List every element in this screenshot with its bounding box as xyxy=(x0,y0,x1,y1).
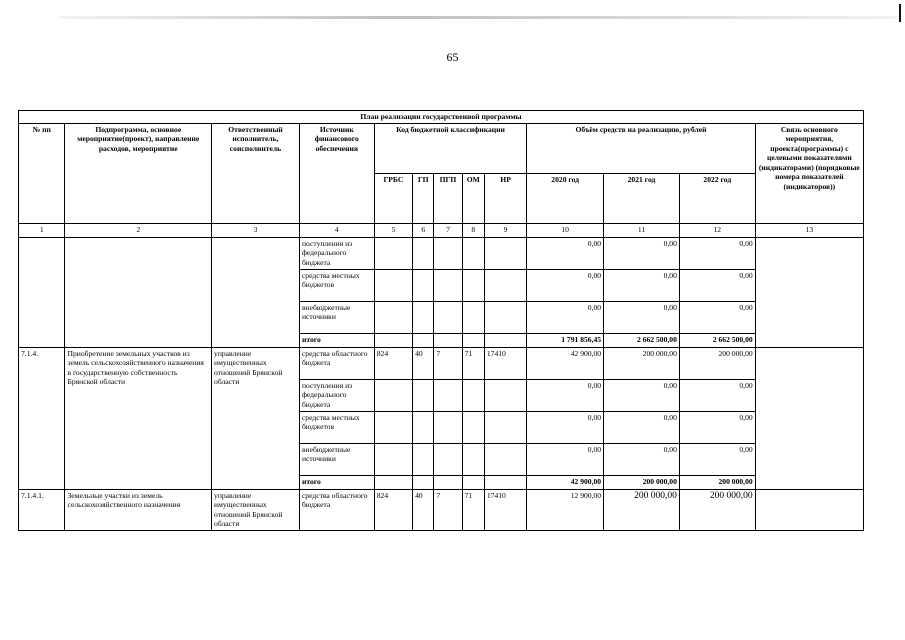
cell-source: средства местных бюджетов xyxy=(299,270,374,302)
header-grbs: ГРБС xyxy=(374,174,412,224)
column-number: 8 xyxy=(462,224,484,238)
cell-link xyxy=(755,238,863,348)
header-pgp: ПГП xyxy=(434,174,462,224)
cell-program: Земельные участки из земель сельскохозяйственного назначения xyxy=(65,490,212,531)
cell-2021: 200 000,00 xyxy=(604,348,680,380)
header-funding: Объём средств на реализацию, рублей xyxy=(527,124,755,174)
column-number: 4 xyxy=(299,224,374,238)
cell-2022: 0,00 xyxy=(679,302,755,334)
cell-num: 7.1.4. xyxy=(19,348,65,490)
header-num: № пп xyxy=(19,124,65,224)
cell-num: 7.1.4.1. xyxy=(19,490,65,531)
header-2020: 2020 год xyxy=(527,174,604,224)
cell-np: 17410 xyxy=(484,348,526,380)
cell-pgp: 7 xyxy=(434,490,462,531)
cell-2020: 0,00 xyxy=(527,302,604,334)
cell-2022: 0,00 xyxy=(679,412,755,444)
cell-2022: 0,00 xyxy=(679,270,755,302)
cell-executor: управление имущественных отношений Брянской области xyxy=(212,348,300,490)
cell-2020: 0,00 xyxy=(527,444,604,476)
cell-np: 17410 xyxy=(484,490,526,531)
table-title: План реализации государственной программы xyxy=(19,111,864,124)
column-number: 7 xyxy=(434,224,462,238)
header-gp: ГП xyxy=(413,174,434,224)
cell-2022: 0,00 xyxy=(679,238,755,270)
cell-2022: 0,00 xyxy=(679,380,755,412)
cell-2020: 42 900,00 xyxy=(527,348,604,380)
page-number: 65 xyxy=(446,50,459,64)
cell-2020: 1 791 856,45 xyxy=(527,334,604,348)
column-number: 11 xyxy=(604,224,680,238)
column-number: 6 xyxy=(413,224,434,238)
column-number-row xyxy=(19,224,864,238)
cell-2022: 200 000,00 xyxy=(679,476,755,490)
table-row xyxy=(19,238,864,270)
cell-2022: 0,00 xyxy=(679,444,755,476)
cell-source: итого xyxy=(299,334,374,348)
cell-2021: 200 000,00 xyxy=(604,490,680,531)
header-executor: Ответственный исполнитель, соисполнитель xyxy=(212,124,300,224)
cell-source: итого xyxy=(299,476,374,490)
cell-pgp: 7 xyxy=(434,348,462,380)
cell-source: поступления из федерального бюджета xyxy=(299,238,374,270)
cell-gp: 40 xyxy=(413,348,434,380)
header-link: Связь основного мероприятия, проекта(программы) с целевыми показателями (индикаторами) (порядковые номера показателей (индикаторов)) xyxy=(755,124,863,224)
scan-edge-mark xyxy=(899,4,901,22)
cell-2021: 200 000,00 xyxy=(604,476,680,490)
column-number: 9 xyxy=(484,224,526,238)
cell-2020: 0,00 xyxy=(527,238,604,270)
cell-2021: 0,00 xyxy=(604,412,680,444)
column-number: 12 xyxy=(679,224,755,238)
cell-num xyxy=(19,238,65,348)
cell-link xyxy=(755,490,863,531)
column-number: 10 xyxy=(527,224,604,238)
cell-2020: 0,00 xyxy=(527,412,604,444)
cell-2021: 0,00 xyxy=(604,270,680,302)
cell-source: средства областного бюджета xyxy=(299,348,374,380)
cell-grbs: 824 xyxy=(374,348,412,380)
cell-program: Приобретение земельных участков из земель сельскохозяйственного назначения в государственную собственность Брянской области xyxy=(65,348,212,490)
cell-om: 71 xyxy=(462,348,484,380)
column-number: 1 xyxy=(19,224,65,238)
cell-gp: 40 xyxy=(413,490,434,531)
header-om: ОМ xyxy=(462,174,484,224)
header-np: НР xyxy=(484,174,526,224)
cell-2020: 0,00 xyxy=(527,380,604,412)
cell-program xyxy=(65,238,212,348)
cell-2021: 0,00 xyxy=(604,302,680,334)
cell-2022: 2 662 500,00 xyxy=(679,334,755,348)
column-number: 3 xyxy=(212,224,300,238)
table-row xyxy=(19,348,864,380)
header-budget-code: Код бюджетной классификации xyxy=(374,124,527,174)
column-number: 13 xyxy=(755,224,863,238)
cell-executor xyxy=(212,238,300,348)
header-source: Источник финансового обеспечения xyxy=(299,124,374,224)
cell-om: 71 xyxy=(462,490,484,531)
cell-2021: 0,00 xyxy=(604,238,680,270)
program-plan-table xyxy=(18,110,864,531)
cell-2020: 0,00 xyxy=(527,270,604,302)
table-row xyxy=(19,490,864,531)
scan-artifact xyxy=(60,16,900,19)
cell-source: средства областного бюджета xyxy=(299,490,374,531)
column-number: 5 xyxy=(374,224,412,238)
cell-2021: 0,00 xyxy=(604,380,680,412)
column-number: 2 xyxy=(65,224,212,238)
cell-2022: 200 000,00 xyxy=(679,348,755,380)
cell-2021: 0,00 xyxy=(604,444,680,476)
cell-2020: 12 900,00 xyxy=(527,490,604,531)
cell-source: поступления из федерального бюджета xyxy=(299,380,374,412)
cell-source: внебюджетные источники xyxy=(299,302,374,334)
cell-executor: управление имущественных отношений Брянской области xyxy=(212,490,300,531)
cell-link xyxy=(755,348,863,490)
cell-source: средства местных бюджетов xyxy=(299,412,374,444)
cell-2020: 42 900,00 xyxy=(527,476,604,490)
header-2021: 2021 год xyxy=(604,174,680,224)
header-2022: 2022 год xyxy=(679,174,755,224)
cell-2021: 2 662 500,00 xyxy=(604,334,680,348)
cell-grbs: 824 xyxy=(374,490,412,531)
cell-2022: 200 000,00 xyxy=(679,490,755,531)
header-program: Подпрограмма, основное мероприятие(проект), направление расходов, мероприятие xyxy=(65,124,212,224)
cell-source: внебюджетные источники xyxy=(299,444,374,476)
